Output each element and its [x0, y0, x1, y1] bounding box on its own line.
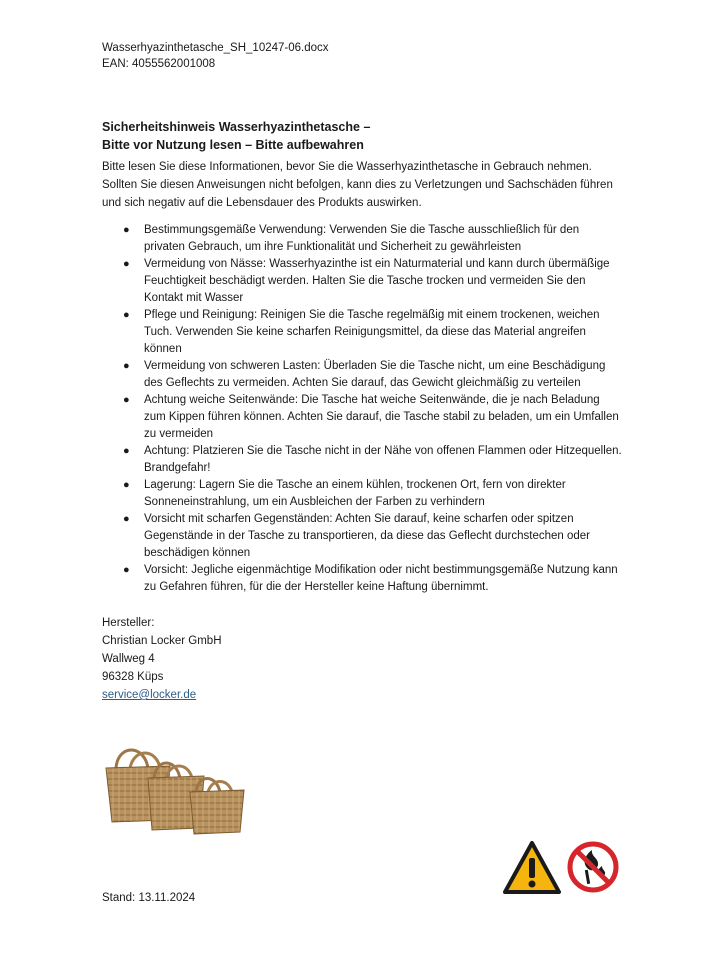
intro-paragraph: Bitte lesen Sie diese Informationen, bevor Sie die Wasserhyazinthetasche in Gebrauch nehmen. Sollten Sie diesen Anweisungen nicht befolgen, kann dies zu Verletzungen und Sachschäden führen und sich negativ auf die Lebensdauer des Produkts auswirken.	[102, 161, 613, 209]
bullet-icon: ●	[123, 479, 130, 491]
bullet-text: Vermeidung von schweren Lasten: Überladen Sie die Tasche nicht, um eine Beschädigung des Geflechts zu vermeiden. Achten Sie darauf, das Gewicht gleichmäßig zu verteilen	[144, 360, 606, 389]
document-filename: Wasserhyazinthetasche_SH_10247-06.docx	[102, 42, 329, 54]
document-title	[102, 118, 622, 154]
manufacturer-label: Hersteller:	[102, 617, 155, 629]
bullet-text: Vorsicht mit scharfen Gegenständen: Achten Sie darauf, keine scharfen oder spitzen Gegenstände in der Tasche zu transportieren, da diese das Geflecht durchstechen oder beschädigen können	[144, 513, 591, 559]
manufacturer-email-link[interactable]: service@locker.de	[102, 689, 197, 701]
bullet-icon: ●	[123, 224, 130, 236]
list-item	[102, 477, 622, 511]
list-item	[102, 256, 622, 307]
list-item	[102, 392, 622, 443]
manufacturer-city: 96328 Küps	[102, 671, 164, 683]
bullet-icon: ●	[123, 258, 130, 270]
bullet-text: Pflege und Reinigung: Reinigen Sie die Tasche regelmäßig mit einem trockenen, weichen Tuch. Verwenden Sie keine scharfen Reinigungsmittel, da diese das Material angreifen können	[144, 309, 600, 355]
bullet-icon: ●	[123, 394, 130, 406]
bullet-text: Bestimmungsgemäße Verwendung: Verwenden Sie die Tasche ausschließlich für den privaten Gebrauch, um ihre Funktionalität und Sicherheit zu gewährleisten	[144, 224, 580, 253]
document-ean: EAN: 4055562001008	[102, 58, 216, 70]
bullet-icon: ●	[123, 360, 130, 372]
bullet-icon: ●	[123, 445, 130, 457]
list-item	[102, 511, 622, 562]
bullet-icon: ●	[123, 513, 130, 525]
warning-triangle-icon	[502, 840, 562, 896]
document-date: Stand: 13.11.2024	[102, 892, 196, 904]
title-line-1: Sicherheitshinweis Wasserhyazinthetasche –	[102, 120, 371, 134]
list-item	[102, 222, 622, 256]
bullet-text: Vermeidung von Nässe: Wasserhyazinthe ist ein Naturmaterial und kann durch übermäßige Feuchtigkeit beschädigt werden. Halten Sie die Tasche trocken und vermeiden Sie den Kontakt mit Wasser	[144, 258, 610, 304]
bullet-text: Achtung weiche Seitenwände: Die Tasche hat weiche Seitenwände, die je nach Beladung zum Kippen führen können. Achten Sie darauf, die Tasche stabil zu beladen, um ein Umfallen zu vermeiden	[144, 394, 619, 440]
bullet-text: Achtung: Platzieren Sie die Tasche nicht in der Nähe von offenen Flammen oder Hitzequellen. Brandgefahr!	[144, 445, 622, 474]
bullet-icon: ●	[123, 309, 130, 321]
document-page	[102, 40, 622, 704]
list-item	[102, 307, 622, 358]
product-baskets-image	[104, 740, 246, 838]
list-item	[102, 562, 622, 596]
list-item	[102, 358, 622, 392]
list-item	[102, 443, 622, 477]
bullet-text: Vorsicht: Jegliche eigenmächtige Modifikation oder nicht bestimmungsgemäße Nutzung kann zu Gefahren führen, für die der Hersteller keine Haftung übernimmt.	[144, 564, 618, 593]
no-open-flame-icon	[566, 840, 620, 894]
title-line-2: Bitte vor Nutzung lesen – Bitte aufbewahren	[102, 138, 364, 152]
manufacturer-block	[102, 614, 622, 704]
manufacturer-street: Wallweg 4	[102, 653, 155, 665]
bullet-text: Lagerung: Lagern Sie die Tasche an einem kühlen, trockenen Ort, fern von direkter Sonneneinstrahlung, um ein Ausbleichen der Farben zu verhindern	[144, 479, 566, 508]
safety-bullet-list	[102, 222, 622, 596]
bullet-icon: ●	[123, 564, 130, 576]
manufacturer-company: Christian Locker GmbH	[102, 635, 222, 647]
